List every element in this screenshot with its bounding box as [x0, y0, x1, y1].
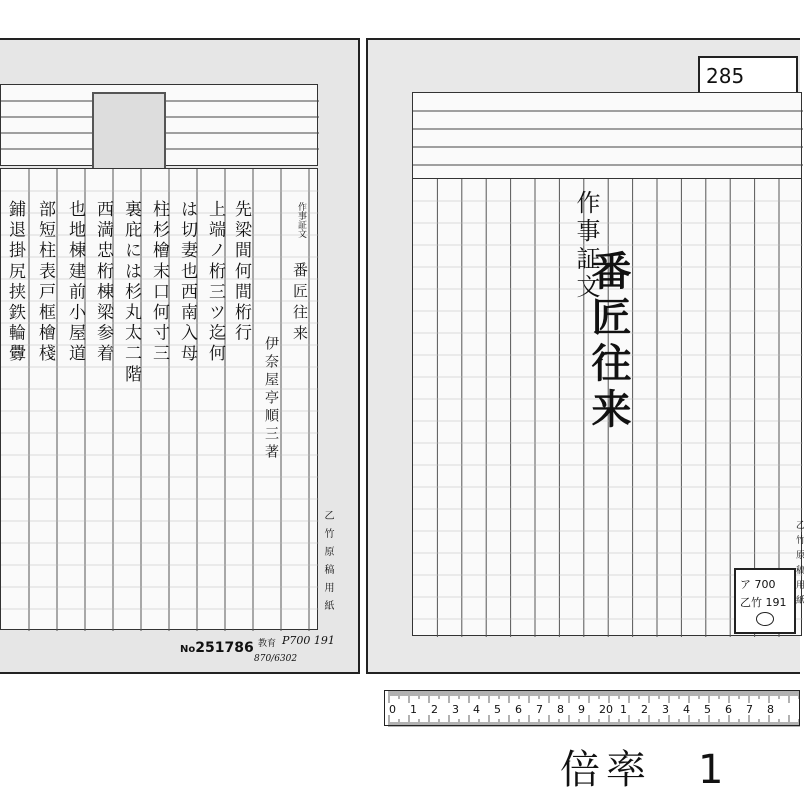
ruler-number: 2: [641, 703, 648, 716]
right-manuscript-page: [366, 38, 804, 674]
text-column-4: 柱杉檜末口何寸三: [149, 200, 169, 365]
stamp-label: 教育: [258, 639, 277, 649]
ruler-number: 8: [557, 703, 564, 716]
ruler-number: 1: [410, 703, 417, 716]
ruler-number: 6: [725, 703, 732, 716]
right-header-ruled-area: [412, 92, 802, 180]
ruler-number: 0: [389, 703, 396, 716]
ruler-number: 4: [473, 703, 480, 716]
text-column-1: 先梁間何間桁行: [231, 200, 251, 345]
handwritten-note-2: 870/6302: [254, 654, 298, 664]
small-circle-stamp: [756, 612, 774, 626]
text-column-2: 上端ノ桁三ツ迄何: [205, 200, 225, 365]
ruler-number: 1: [620, 703, 627, 716]
magnification-label: 倍率 1: [560, 747, 730, 793]
ruler-number: 5: [494, 703, 501, 716]
left-title: 番匠往来: [291, 262, 309, 346]
left-footer-label: 乙竹原稿用紙: [322, 510, 333, 618]
right-title: 番匠往来: [585, 250, 632, 434]
ruler-number: 20: [599, 703, 613, 716]
ruler-number: 5: [704, 703, 711, 716]
faded-seal: [92, 92, 166, 172]
text-column-7: 也地棟建前小屋道: [65, 200, 85, 365]
ruler-number: 2: [431, 703, 438, 716]
ruler-number: 3: [662, 703, 669, 716]
text-column-5: 裏庇には杉丸太二階: [121, 200, 141, 386]
left-header-title: 作事証文: [296, 202, 306, 238]
text-column-8: 部短柱表戸框檜棧: [35, 200, 55, 365]
page-number-label: 285: [698, 56, 798, 96]
call-number-label: ア 700 乙竹 191: [734, 568, 796, 634]
text-column-6: 西満忠桁棟梁参着: [93, 200, 113, 365]
ruler-number: 8: [767, 703, 774, 716]
left-manuscript-page: [0, 38, 360, 674]
handwritten-note: P700 191: [282, 634, 335, 647]
ruler-number: 4: [683, 703, 690, 716]
text-column-3: は切妻也西南入母: [177, 200, 197, 365]
left-author: 伊奈屋亭順三著: [263, 336, 279, 462]
ruler-number: 6: [515, 703, 522, 716]
right-header-lines: [413, 93, 801, 179]
document-number: No251786: [180, 640, 254, 656]
ruler-number: 3: [452, 703, 459, 716]
measurement-ruler: [384, 690, 800, 726]
right-header-small: 作事証文: [572, 190, 600, 302]
text-column-9: 鋪退掛尻挟鉄輪釁: [5, 200, 25, 365]
ruler-number: 9: [578, 703, 585, 716]
ruler-ticks: [385, 691, 801, 727]
ruler-number: 7: [536, 703, 543, 716]
right-footer-label: 乙竹原稿用紙: [794, 520, 804, 610]
ruler-number: 7: [746, 703, 753, 716]
